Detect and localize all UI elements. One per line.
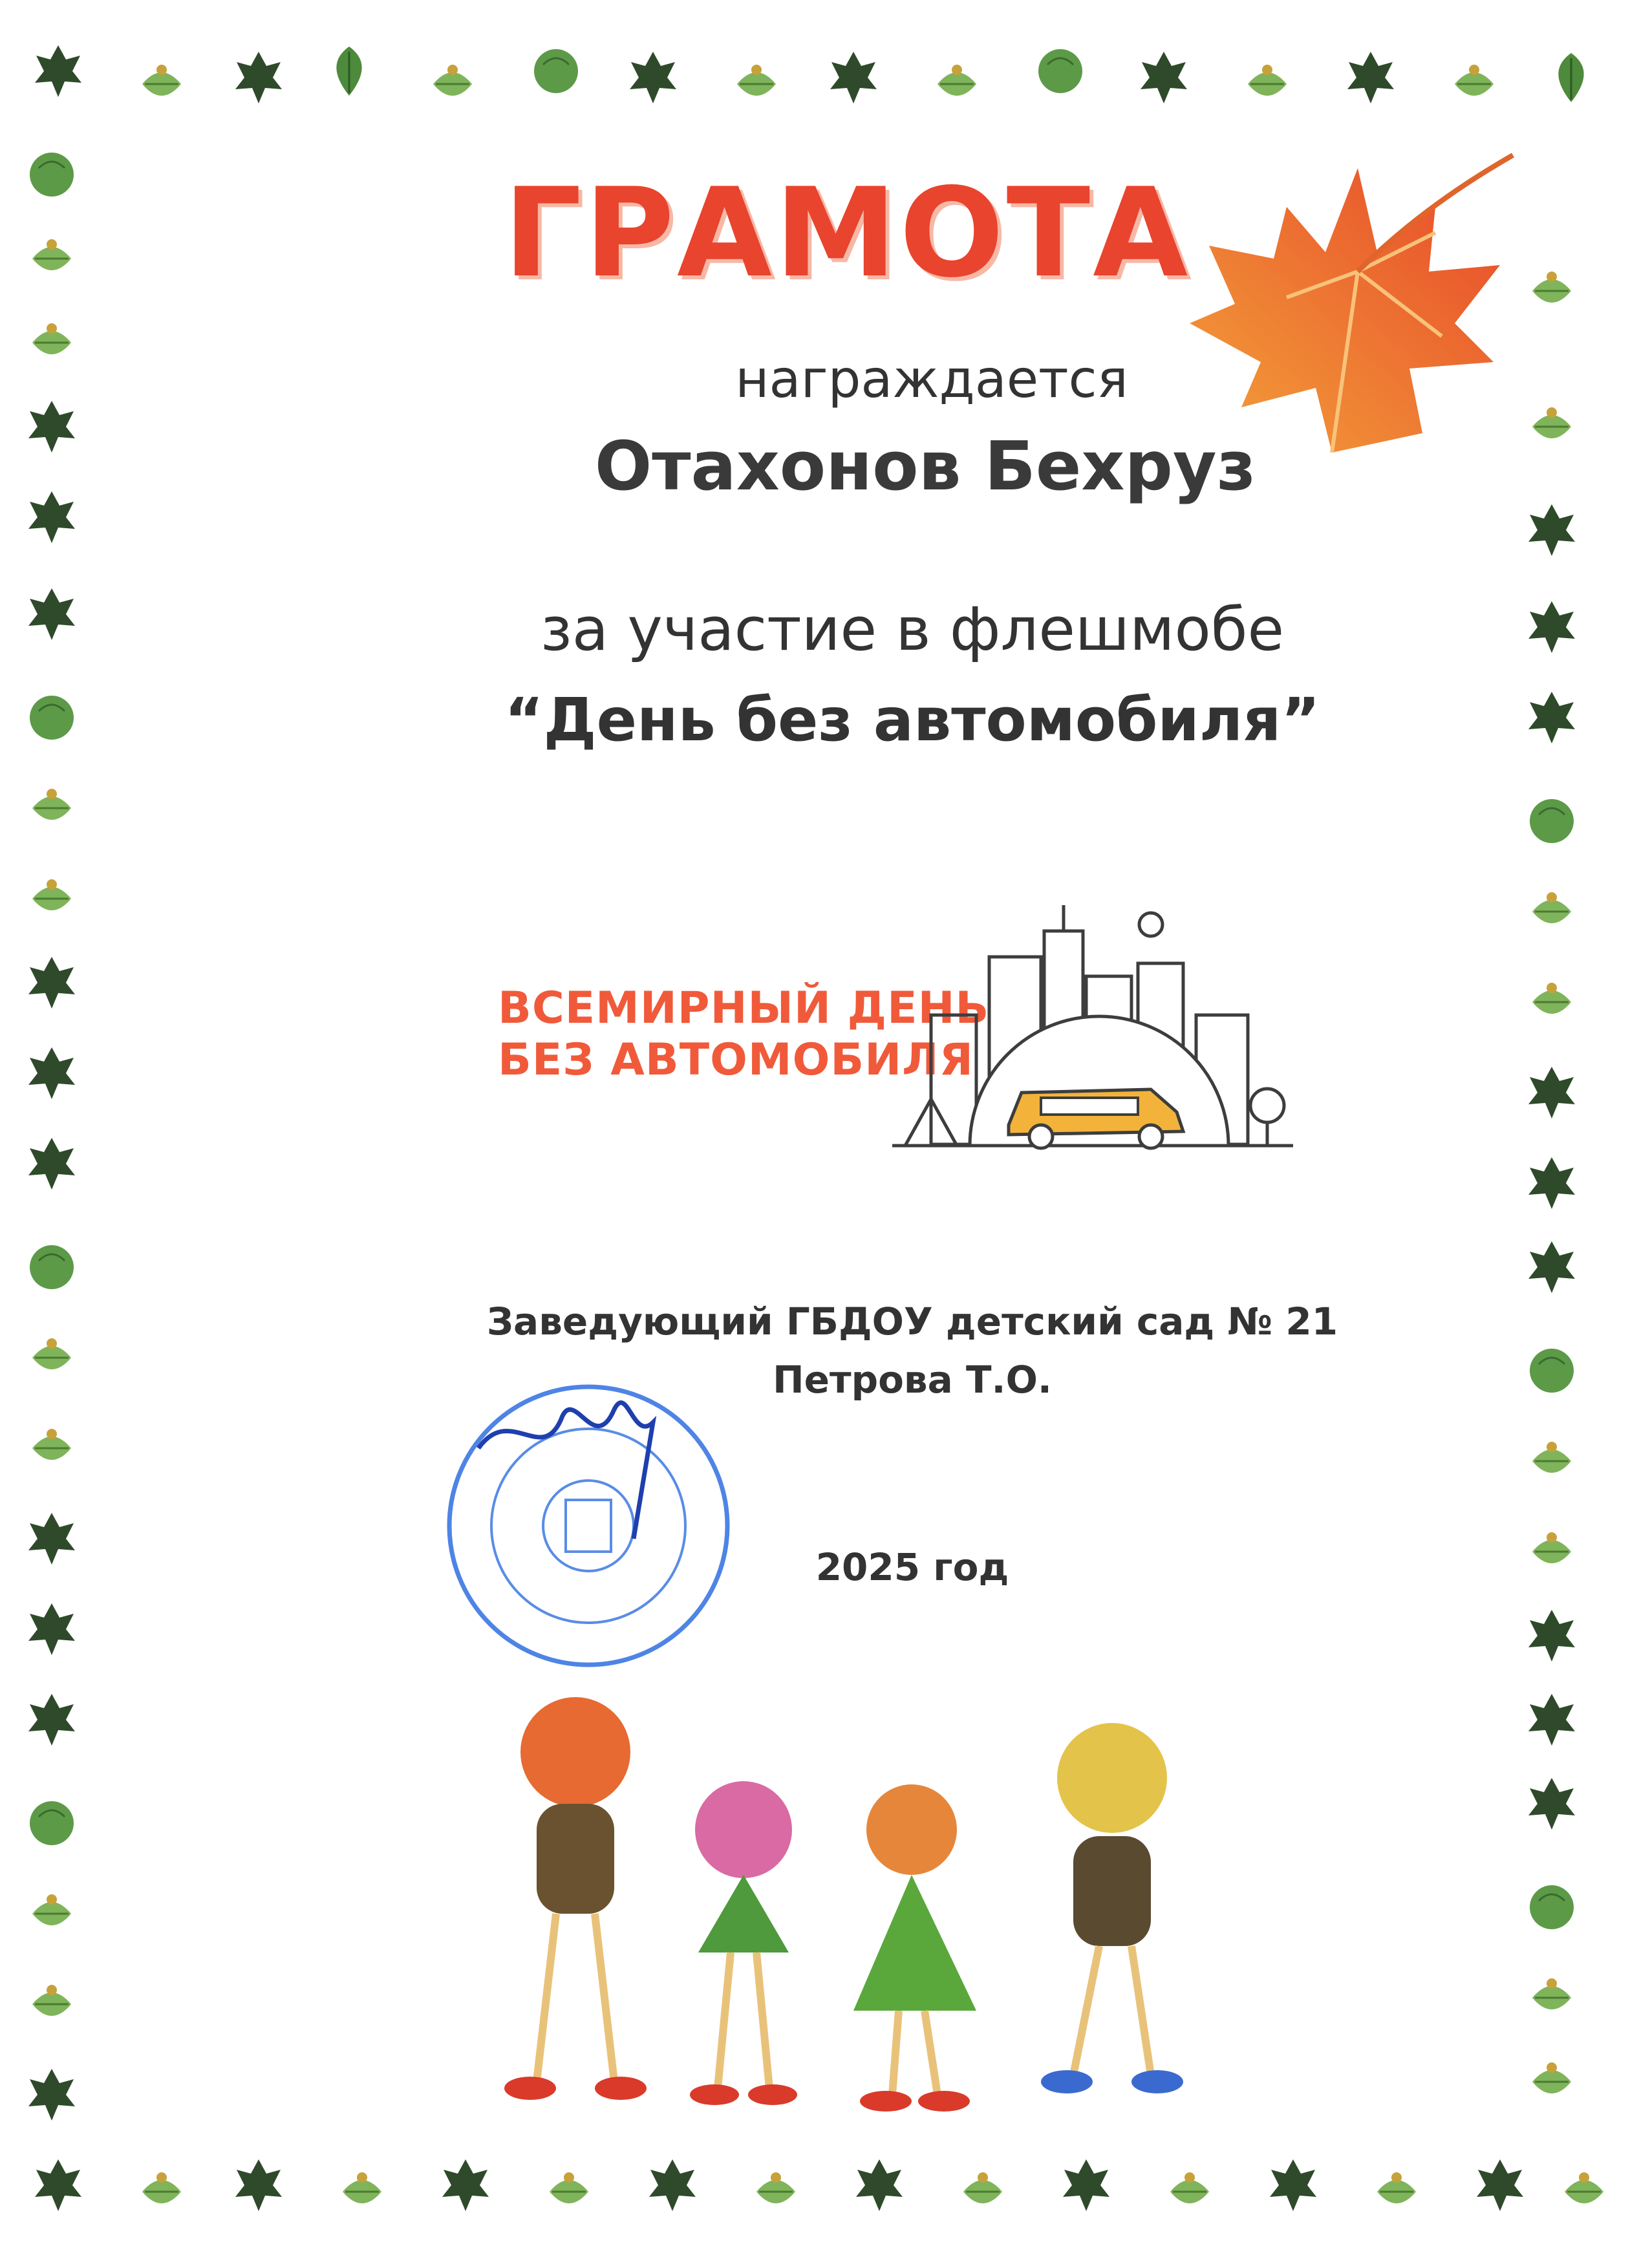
awarded-label: награждается <box>735 349 1128 409</box>
signer-name: Петрова Т.О. <box>773 1358 1052 1402</box>
city-car-icon <box>892 905 1306 1177</box>
logo-text-line1: ВСЕМИРНЫЙ ДЕНЬ <box>498 983 990 1034</box>
director-title: Заведующий ГБДОУ детский сад № 21 <box>486 1300 1338 1343</box>
certificate-title: ГРАМОТА <box>503 162 1191 305</box>
character-green-icon <box>853 1784 976 2112</box>
border-bottom <box>35 2159 1603 2211</box>
official-stamp <box>440 1377 737 1674</box>
award-reason: за участие в флешмобе <box>540 595 1285 664</box>
event-name: “День без автомобиля” <box>504 685 1320 754</box>
character-yellow-icon <box>1041 1723 1183 2093</box>
recipient-name: Отахонов Бехруз <box>594 427 1256 506</box>
character-pink-icon <box>690 1781 797 2105</box>
logo-text-line2: БЕЗ АВТОМОБИЛЯ <box>498 1034 974 1086</box>
border-right <box>1528 272 1575 2093</box>
border-top <box>35 45 1584 103</box>
certificate-year: 2025 год <box>815 1545 1009 1589</box>
character-orange-icon <box>504 1697 647 2100</box>
event-logo <box>453 905 1306 1177</box>
cartoon-characters <box>466 1681 1267 2121</box>
